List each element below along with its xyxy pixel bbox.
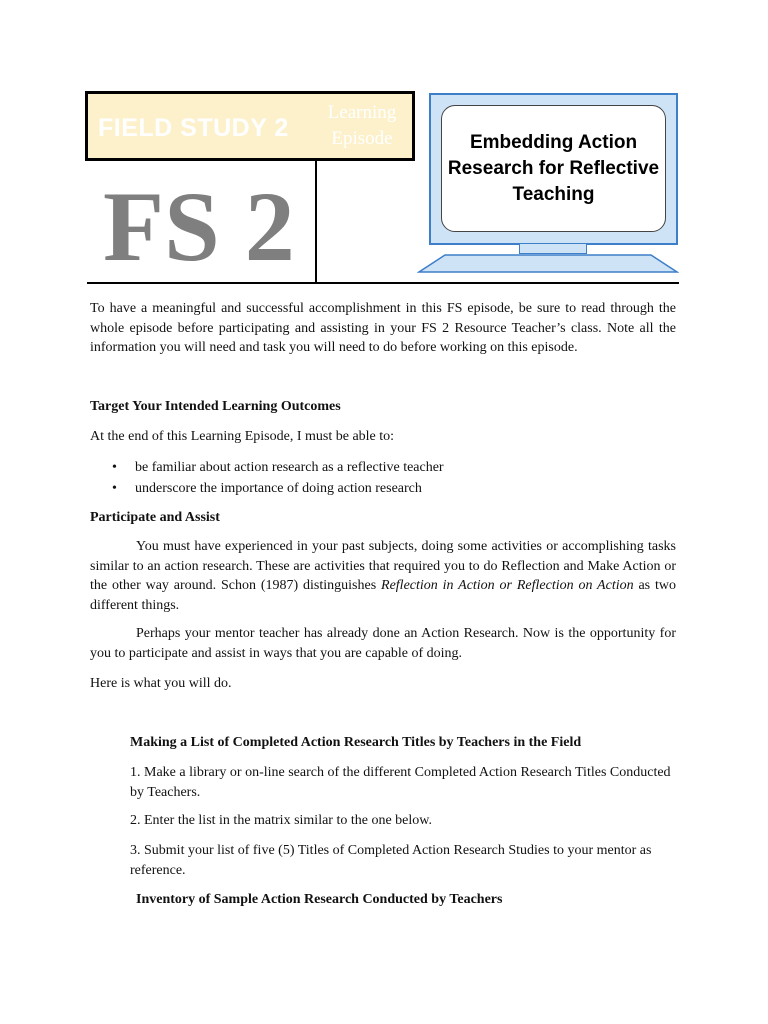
header-divider-vertical (315, 161, 317, 284)
intro-paragraph: To have a meaningful and successful accomplishment in this FS episode, be sure to read through the whole episode before participating and assisting in your FS 2 Resource Teacher’s class. Note all the information you will need and task you will need to do before working on this episode. (90, 301, 676, 355)
field-study-banner (85, 91, 415, 161)
task-step-1: 1. Make a library or on-line search of the different Completed Action Research Titles Conducted by Teachers. (130, 765, 671, 800)
inventory-heading: Inventory of Sample Action Research Conducted by Teachers (136, 892, 503, 907)
list-item: • be familiar about action research as a reflective teacher (90, 458, 676, 479)
monitor-base (417, 253, 679, 275)
p1-text-end: as two different things. (90, 578, 676, 613)
outcomes-lead: At the end of this Learning Episode, I must be able to: (90, 429, 395, 444)
p1-italic-text: Reflection in Action or Reflection on Action (381, 578, 634, 593)
learning-episode-label: Learning Episode (327, 102, 397, 149)
participate-paragraph-1 (90, 537, 676, 615)
monitor-screen-title: Embedding Action Research for Reflective Teaching (441, 105, 666, 232)
outcomes-list (90, 458, 676, 500)
monitor-graphic (429, 93, 678, 245)
fs2-big-title: FS 2 (103, 171, 295, 282)
field-study-title: FIELD STUDY 2 (98, 114, 289, 142)
task-step-3: 3. Submit your list of five (5) Titles of Completed Action Research Studies to your mentor as reference. (130, 843, 652, 878)
task-heading: Making a List of Completed Action Research Titles by Teachers in the Field (130, 735, 582, 750)
list-item: • underscore the importance of doing action research (90, 479, 676, 500)
participate-heading: Participate and Assist (90, 510, 220, 525)
participate-paragraph-3: Here is what you will do. (90, 676, 232, 691)
task-step-2: 2. Enter the list in the matrix similar to the one below. (130, 813, 432, 828)
header-divider-horizontal (87, 282, 679, 284)
participate-paragraph-2: Perhaps your mentor teacher has already done an Action Research. Now is the opportunity for you to participate and assist in ways that you are capable of doing. (90, 626, 676, 661)
p1-text: You must have experienced in your past subjects, doing some activities or accomplishing tasks similar to an action research. These are activities that required you to do Reflection and Make Action or the other way around. Schon (1987) distinguishes (90, 539, 676, 593)
outcomes-heading: Target Your Intended Learning Outcomes (90, 399, 341, 414)
